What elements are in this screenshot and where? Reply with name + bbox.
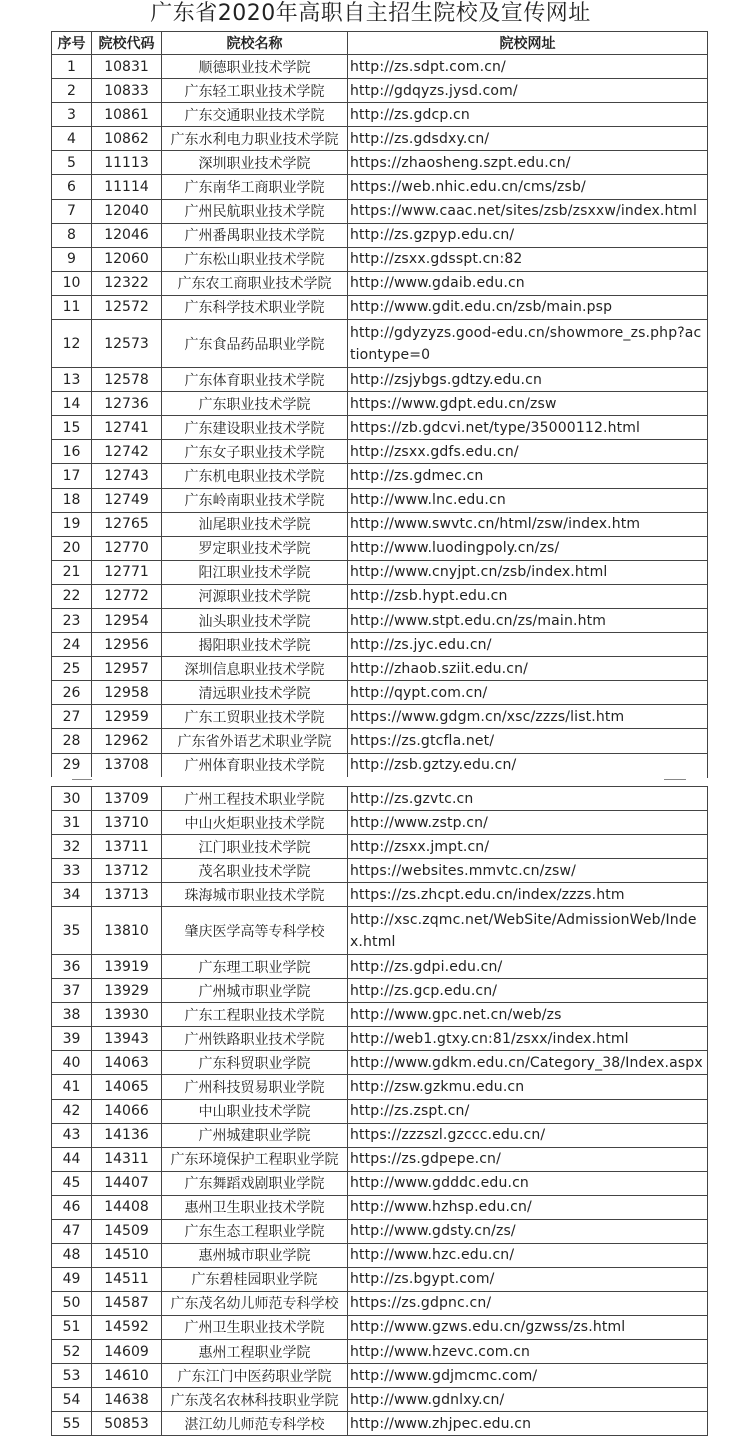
table-row: [52, 681, 708, 705]
school-name: 广东生态工程职业学院: [162, 1219, 348, 1243]
school-url-link[interactable]: https://www.gdpt.edu.cn/zsw: [348, 392, 708, 416]
school-code: 13712: [92, 859, 162, 883]
school-url-link[interactable]: https://zs.gdpnc.cn/: [348, 1291, 708, 1315]
school-name: 广东舞蹈戏剧职业学院: [162, 1171, 348, 1195]
school-name: 广州城市职业学院: [162, 979, 348, 1003]
school-name: 广东碧桂园职业学院: [162, 1267, 348, 1291]
school-name: 罗定职业技术学院: [162, 536, 348, 560]
school-code: 12040: [92, 199, 162, 223]
school-code: 12046: [92, 223, 162, 247]
school-code: 12573: [92, 320, 162, 368]
school-url-link[interactable]: http://zs.gdpi.edu.cn/: [348, 955, 708, 979]
school-name: 广东建设职业技术学院: [162, 416, 348, 440]
table-row: [52, 1123, 708, 1147]
table-row: [52, 608, 708, 632]
school-code: 12959: [92, 705, 162, 729]
school-name: 茂名职业技术学院: [162, 859, 348, 883]
school-name: 广东交通职业技术学院: [162, 103, 348, 127]
school-code: 14511: [92, 1267, 162, 1291]
table-row: [52, 55, 708, 79]
row-index: 34: [52, 883, 92, 907]
school-name: 广州番禺职业技术学院: [162, 223, 348, 247]
school-code: 10862: [92, 127, 162, 151]
table-row: [52, 1315, 708, 1339]
row-index: 25: [52, 657, 92, 681]
table-row: [52, 464, 708, 488]
table-row: [52, 835, 708, 859]
school-code: 12772: [92, 584, 162, 608]
row-index: 47: [52, 1219, 92, 1243]
school-code: 10831: [92, 55, 162, 79]
row-index: 27: [52, 705, 92, 729]
school-name: 广州卫生职业技术学院: [162, 1315, 348, 1339]
school-code: 12957: [92, 657, 162, 681]
school-url-link[interactable]: https://zzzszl.gzccc.edu.cn/: [348, 1123, 708, 1147]
school-url-link[interactable]: http://zs.zspt.cn/: [348, 1099, 708, 1123]
school-url-link[interactable]: https://zs.gdpepe.cn/: [348, 1147, 708, 1171]
school-code: 13710: [92, 811, 162, 835]
school-code: 12743: [92, 464, 162, 488]
school-url-link[interactable]: http://zhaob.sziit.edu.cn/: [348, 657, 708, 681]
school-name: 广东松山职业技术学院: [162, 247, 348, 271]
school-name: 广州工程技术职业学院: [162, 787, 348, 811]
school-url-link[interactable]: http://gdyzyzs.good-edu.cn/showmore_zs.php?actiontype=0: [348, 320, 708, 368]
school-url-link[interactable]: https://zs.zhcpt.edu.cn/index/zzzs.htm: [348, 883, 708, 907]
school-code: 12578: [92, 368, 162, 392]
school-code: 14592: [92, 1315, 162, 1339]
school-code: 14609: [92, 1339, 162, 1363]
school-url-link[interactable]: http://www.hzhsp.edu.cn/: [348, 1195, 708, 1219]
table-row: [52, 979, 708, 1003]
school-code: 12749: [92, 488, 162, 512]
school-url-link[interactable]: https://zb.gdcvi.net/type/35000112.html: [348, 416, 708, 440]
table-row: [52, 1147, 708, 1171]
school-name: 广东南华工商职业学院: [162, 175, 348, 199]
table-row: [52, 440, 708, 464]
row-index: 5: [52, 151, 92, 175]
school-name: 广州科技贸易职业学院: [162, 1075, 348, 1099]
school-code: 12322: [92, 271, 162, 295]
school-code: 13943: [92, 1027, 162, 1051]
row-index: 49: [52, 1267, 92, 1291]
row-index: 42: [52, 1099, 92, 1123]
school-code: 13708: [92, 753, 162, 777]
school-url-link[interactable]: http://zsjybgs.gdtzy.edu.cn: [348, 368, 708, 392]
table-row: [52, 1364, 708, 1388]
row-index: 2: [52, 79, 92, 103]
school-url-link[interactable]: http://zs.gzpyp.edu.cn/: [348, 223, 708, 247]
table-row: [52, 907, 708, 955]
school-name: 广东食品药品职业学院: [162, 320, 348, 368]
table-row: [52, 175, 708, 199]
table-row: [52, 1339, 708, 1363]
table-row: [52, 657, 708, 681]
row-index: 21: [52, 560, 92, 584]
school-url-link[interactable]: http://www.gdjmcmc.com/: [348, 1364, 708, 1388]
header-index: 序号: [52, 32, 92, 55]
row-index: 3: [52, 103, 92, 127]
row-index: 23: [52, 608, 92, 632]
table-row: [52, 1388, 708, 1412]
school-url-link[interactable]: http://www.gzws.edu.cn/gzwss/zs.html: [348, 1315, 708, 1339]
row-index: 48: [52, 1243, 92, 1267]
table-row: [52, 1291, 708, 1315]
page-title: 广东省2020年高职自主招生院校及宣传网址: [150, 1, 591, 26]
header-url: 院校网址: [348, 32, 708, 55]
row-index: 36: [52, 955, 92, 979]
school-url-link[interactable]: http://www.zstp.cn/: [348, 811, 708, 835]
table-row: [52, 1027, 708, 1051]
school-url-link[interactable]: http://zs.jyc.edu.cn/: [348, 633, 708, 657]
school-code: 13713: [92, 883, 162, 907]
school-name: 广东理工职业学院: [162, 955, 348, 979]
school-code: 10861: [92, 103, 162, 127]
school-code: 13919: [92, 955, 162, 979]
school-name: 广东工程职业技术学院: [162, 1003, 348, 1027]
school-url-link[interactable]: http://www.gpc.net.cn/web/zs: [348, 1003, 708, 1027]
school-code: 12956: [92, 633, 162, 657]
school-url-link[interactable]: http://www.lnc.edu.cn: [348, 488, 708, 512]
table-row: [52, 79, 708, 103]
row-index: 17: [52, 464, 92, 488]
row-index: 11: [52, 295, 92, 319]
row-index: 51: [52, 1315, 92, 1339]
school-url-link[interactable]: http://www.luodingpoly.cn/zs/: [348, 536, 708, 560]
table-row: [52, 753, 708, 777]
school-name: 广东江门中医药职业学院: [162, 1364, 348, 1388]
table-row: [52, 392, 708, 416]
school-url-link[interactable]: https://web.nhic.edu.cn/cms/zsb/: [348, 175, 708, 199]
table-row: [52, 584, 708, 608]
school-code: 12741: [92, 416, 162, 440]
table-row: [52, 1219, 708, 1243]
school-code: 12770: [92, 536, 162, 560]
school-url-link[interactable]: http://www.gdnlxy.cn/: [348, 1388, 708, 1412]
school-code: 14610: [92, 1364, 162, 1388]
school-name: 广东工贸职业技术学院: [162, 705, 348, 729]
school-url-link[interactable]: http://www.swvtc.cn/html/zsw/index.htm: [348, 512, 708, 536]
school-name: 中山火炬职业技术学院: [162, 811, 348, 835]
school-url-link[interactable]: http://web1.gtxy.cn:81/zsxx/index.html: [348, 1027, 708, 1051]
school-url-link[interactable]: http://zs.gzvtc.cn: [348, 787, 708, 811]
school-url-link[interactable]: http://zsb.hypt.edu.cn: [348, 584, 708, 608]
page-break-gap: [51, 777, 707, 786]
row-index: 50: [52, 1291, 92, 1315]
header-name: 院校名称: [162, 32, 348, 55]
school-url-link[interactable]: https://websites.mmvtc.cn/zsw/: [348, 859, 708, 883]
school-code: 13711: [92, 835, 162, 859]
table-row: [52, 416, 708, 440]
row-index: 16: [52, 440, 92, 464]
table-row: [52, 1075, 708, 1099]
break-mark-left: [72, 779, 92, 780]
header-code: 院校代码: [92, 32, 162, 55]
school-url-link[interactable]: http://zsb.gztzy.edu.cn/: [348, 753, 708, 777]
row-index: 1: [52, 55, 92, 79]
school-url-link[interactable]: http://www.cnyjpt.cn/zsb/index.html: [348, 560, 708, 584]
school-code: 14510: [92, 1243, 162, 1267]
school-name: 广东省外语艺术职业学院: [162, 729, 348, 753]
school-name: 广东农工商职业技术学院: [162, 271, 348, 295]
school-code: 14408: [92, 1195, 162, 1219]
school-name: 广东女子职业技术学院: [162, 440, 348, 464]
school-code: 14065: [92, 1075, 162, 1099]
school-code: 14311: [92, 1147, 162, 1171]
school-name: 江门职业技术学院: [162, 835, 348, 859]
school-code: 13930: [92, 1003, 162, 1027]
school-name: 肇庆医学高等专科学校: [162, 907, 348, 955]
school-code: 11113: [92, 151, 162, 175]
row-index: 14: [52, 392, 92, 416]
school-name: 广东水利电力职业技术学院: [162, 127, 348, 151]
table-row: [52, 271, 708, 295]
table-row: [52, 859, 708, 883]
school-name: 惠州工程职业学院: [162, 1339, 348, 1363]
school-url-link[interactable]: https://www.gdgm.cn/xsc/zzzs/list.htm: [348, 705, 708, 729]
table-row: [52, 1099, 708, 1123]
table-row: [52, 633, 708, 657]
row-index: 43: [52, 1123, 92, 1147]
school-url-link[interactable]: http://www.gdit.edu.cn/zsb/main.psp: [348, 295, 708, 319]
school-name: 深圳职业技术学院: [162, 151, 348, 175]
school-name: 广州铁路职业技术学院: [162, 1027, 348, 1051]
school-name: 惠州卫生职业技术学院: [162, 1195, 348, 1219]
school-url-link[interactable]: http://www.stpt.edu.cn/zs/main.htm: [348, 608, 708, 632]
school-code: 12765: [92, 512, 162, 536]
school-name: 广东茂名农林科技职业学院: [162, 1388, 348, 1412]
school-code: 12742: [92, 440, 162, 464]
row-index: 55: [52, 1412, 92, 1436]
school-url-link[interactable]: http://www.zhjpec.edu.cn: [348, 1412, 708, 1436]
school-name: 湛江幼儿师范专科学校: [162, 1412, 348, 1436]
row-index: 31: [52, 811, 92, 835]
row-index: 6: [52, 175, 92, 199]
school-name: 广东环境保护工程职业学院: [162, 1147, 348, 1171]
table-row: [52, 320, 708, 368]
row-index: 54: [52, 1388, 92, 1412]
school-name: 珠海城市职业技术学院: [162, 883, 348, 907]
school-code: 14066: [92, 1099, 162, 1123]
table-row: [52, 1171, 708, 1195]
table-header: [52, 32, 708, 55]
school-url-link[interactable]: http://zsw.gzkmu.edu.cn: [348, 1075, 708, 1099]
row-index: 35: [52, 907, 92, 955]
school-name: 清远职业技术学院: [162, 681, 348, 705]
row-index: 10: [52, 271, 92, 295]
school-name: 惠州城市职业学院: [162, 1243, 348, 1267]
school-url-link[interactable]: http://zsxx.gdsspt.cn:82: [348, 247, 708, 271]
row-index: 39: [52, 1027, 92, 1051]
school-name: 揭阳职业技术学院: [162, 633, 348, 657]
row-index: 53: [52, 1364, 92, 1388]
school-name: 广州民航职业技术学院: [162, 199, 348, 223]
row-index: 18: [52, 488, 92, 512]
table-row: [52, 1003, 708, 1027]
school-code: 14587: [92, 1291, 162, 1315]
table-row: [52, 1051, 708, 1075]
school-code: 13929: [92, 979, 162, 1003]
school-code: 12060: [92, 247, 162, 271]
table-row: [52, 488, 708, 512]
school-code: 14509: [92, 1219, 162, 1243]
row-index: 13: [52, 368, 92, 392]
school-table-part-2: [51, 786, 708, 1436]
table-row: [52, 151, 708, 175]
school-name: 顺德职业技术学院: [162, 55, 348, 79]
school-url-link[interactable]: https://zhaosheng.szpt.edu.cn/: [348, 151, 708, 175]
school-url-link[interactable]: http://www.gdaib.edu.cn: [348, 271, 708, 295]
school-code: 13810: [92, 907, 162, 955]
row-index: 29: [52, 753, 92, 777]
table-row: [52, 127, 708, 151]
school-code: 11114: [92, 175, 162, 199]
school-url-link[interactable]: http://gdqyzs.jysd.com/: [348, 79, 708, 103]
school-name: 河源职业技术学院: [162, 584, 348, 608]
row-index: 38: [52, 1003, 92, 1027]
school-code: 14136: [92, 1123, 162, 1147]
school-url-link[interactable]: http://zs.bgypt.com/: [348, 1267, 708, 1291]
table-row: [52, 1267, 708, 1291]
school-name: 阳江职业技术学院: [162, 560, 348, 584]
row-index: 46: [52, 1195, 92, 1219]
school-code: 50853: [92, 1412, 162, 1436]
row-index: 8: [52, 223, 92, 247]
school-url-link[interactable]: http://www.gdkm.edu.cn/Category_38/Index.aspx: [348, 1051, 708, 1075]
row-index: 37: [52, 979, 92, 1003]
school-url-link[interactable]: http://zsxx.jmpt.cn/: [348, 835, 708, 859]
row-index: 33: [52, 859, 92, 883]
school-code: 14063: [92, 1051, 162, 1075]
school-code: 12572: [92, 295, 162, 319]
table-row: [52, 811, 708, 835]
table-row: [52, 1243, 708, 1267]
table-row: [52, 729, 708, 753]
school-name: 广东职业技术学院: [162, 392, 348, 416]
table-row: [52, 955, 708, 979]
school-name: 深圳信息职业技术学院: [162, 657, 348, 681]
table-row: [52, 705, 708, 729]
school-url-link[interactable]: https://www.caac.net/sites/zsb/zsxxw/index.html: [348, 199, 708, 223]
row-index: 12: [52, 320, 92, 368]
school-code: 14638: [92, 1388, 162, 1412]
school-url-link[interactable]: http://zs.gcp.edu.cn/: [348, 979, 708, 1003]
school-name: 广东轻工职业技术学院: [162, 79, 348, 103]
row-index: 15: [52, 416, 92, 440]
school-name: 广东茂名幼儿师范专科学校: [162, 1291, 348, 1315]
school-url-link[interactable]: http://qypt.com.cn/: [348, 681, 708, 705]
table-row: [52, 787, 708, 811]
school-code: 12954: [92, 608, 162, 632]
row-index: 45: [52, 1171, 92, 1195]
break-mark-right: [664, 779, 686, 780]
school-code: 12962: [92, 729, 162, 753]
school-url-link[interactable]: https://zs.gtcfla.net/: [348, 729, 708, 753]
school-code: 12771: [92, 560, 162, 584]
table-row: [52, 199, 708, 223]
table-row: [52, 223, 708, 247]
table-row: [52, 247, 708, 271]
row-index: 20: [52, 536, 92, 560]
school-url-link[interactable]: http://www.hzc.edu.cn/: [348, 1243, 708, 1267]
table-row: [52, 883, 708, 907]
table-row: [52, 1195, 708, 1219]
school-name: 广东岭南职业技术学院: [162, 488, 348, 512]
row-index: 44: [52, 1147, 92, 1171]
school-code: 14407: [92, 1171, 162, 1195]
school-url-link[interactable]: http://www.gdsty.cn/zs/: [348, 1219, 708, 1243]
school-url-link[interactable]: http://zs.gdmec.cn: [348, 464, 708, 488]
row-index: 24: [52, 633, 92, 657]
school-code: 13709: [92, 787, 162, 811]
school-url-link[interactable]: http://xsc.zqmc.net/WebSite/AdmissionWeb/Index.html: [348, 907, 708, 955]
row-index: 26: [52, 681, 92, 705]
school-url-link[interactable]: http://zsxx.gdfs.edu.cn/: [348, 440, 708, 464]
school-name: 汕头职业技术学院: [162, 608, 348, 632]
row-index: 19: [52, 512, 92, 536]
row-index: 22: [52, 584, 92, 608]
table-row: [52, 560, 708, 584]
school-code: 10833: [92, 79, 162, 103]
row-index: 9: [52, 247, 92, 271]
table-row: [52, 295, 708, 319]
school-code: 12736: [92, 392, 162, 416]
school-name: 中山职业技术学院: [162, 1099, 348, 1123]
table-row: [52, 512, 708, 536]
school-name: 广东科学技术职业学院: [162, 295, 348, 319]
table-row: [52, 103, 708, 127]
school-name: 广州体育职业技术学院: [162, 753, 348, 777]
school-name: 广东科贸职业学院: [162, 1051, 348, 1075]
table-row: [52, 536, 708, 560]
row-index: 30: [52, 787, 92, 811]
school-url-link[interactable]: http://zs.sdpt.com.cn/: [348, 55, 708, 79]
school-url-link[interactable]: http://zs.gdsdxy.cn/: [348, 127, 708, 151]
school-name: 广州城建职业学院: [162, 1123, 348, 1147]
row-index: 40: [52, 1051, 92, 1075]
school-url-link[interactable]: http://www.hzevc.com.cn: [348, 1339, 708, 1363]
school-url-link[interactable]: http://www.gdddc.edu.cn: [348, 1171, 708, 1195]
school-name: 广东机电职业技术学院: [162, 464, 348, 488]
school-code: 12958: [92, 681, 162, 705]
table-row: [52, 1412, 708, 1436]
row-index: 4: [52, 127, 92, 151]
row-index: 41: [52, 1075, 92, 1099]
row-index: 28: [52, 729, 92, 753]
row-index: 7: [52, 199, 92, 223]
school-url-link[interactable]: http://zs.gdcp.cn: [348, 103, 708, 127]
row-index: 52: [52, 1339, 92, 1363]
school-name: 汕尾职业技术学院: [162, 512, 348, 536]
school-table-part-1: [51, 31, 708, 778]
school-name: 广东体育职业技术学院: [162, 368, 348, 392]
row-index: 32: [52, 835, 92, 859]
table-row: [52, 368, 708, 392]
